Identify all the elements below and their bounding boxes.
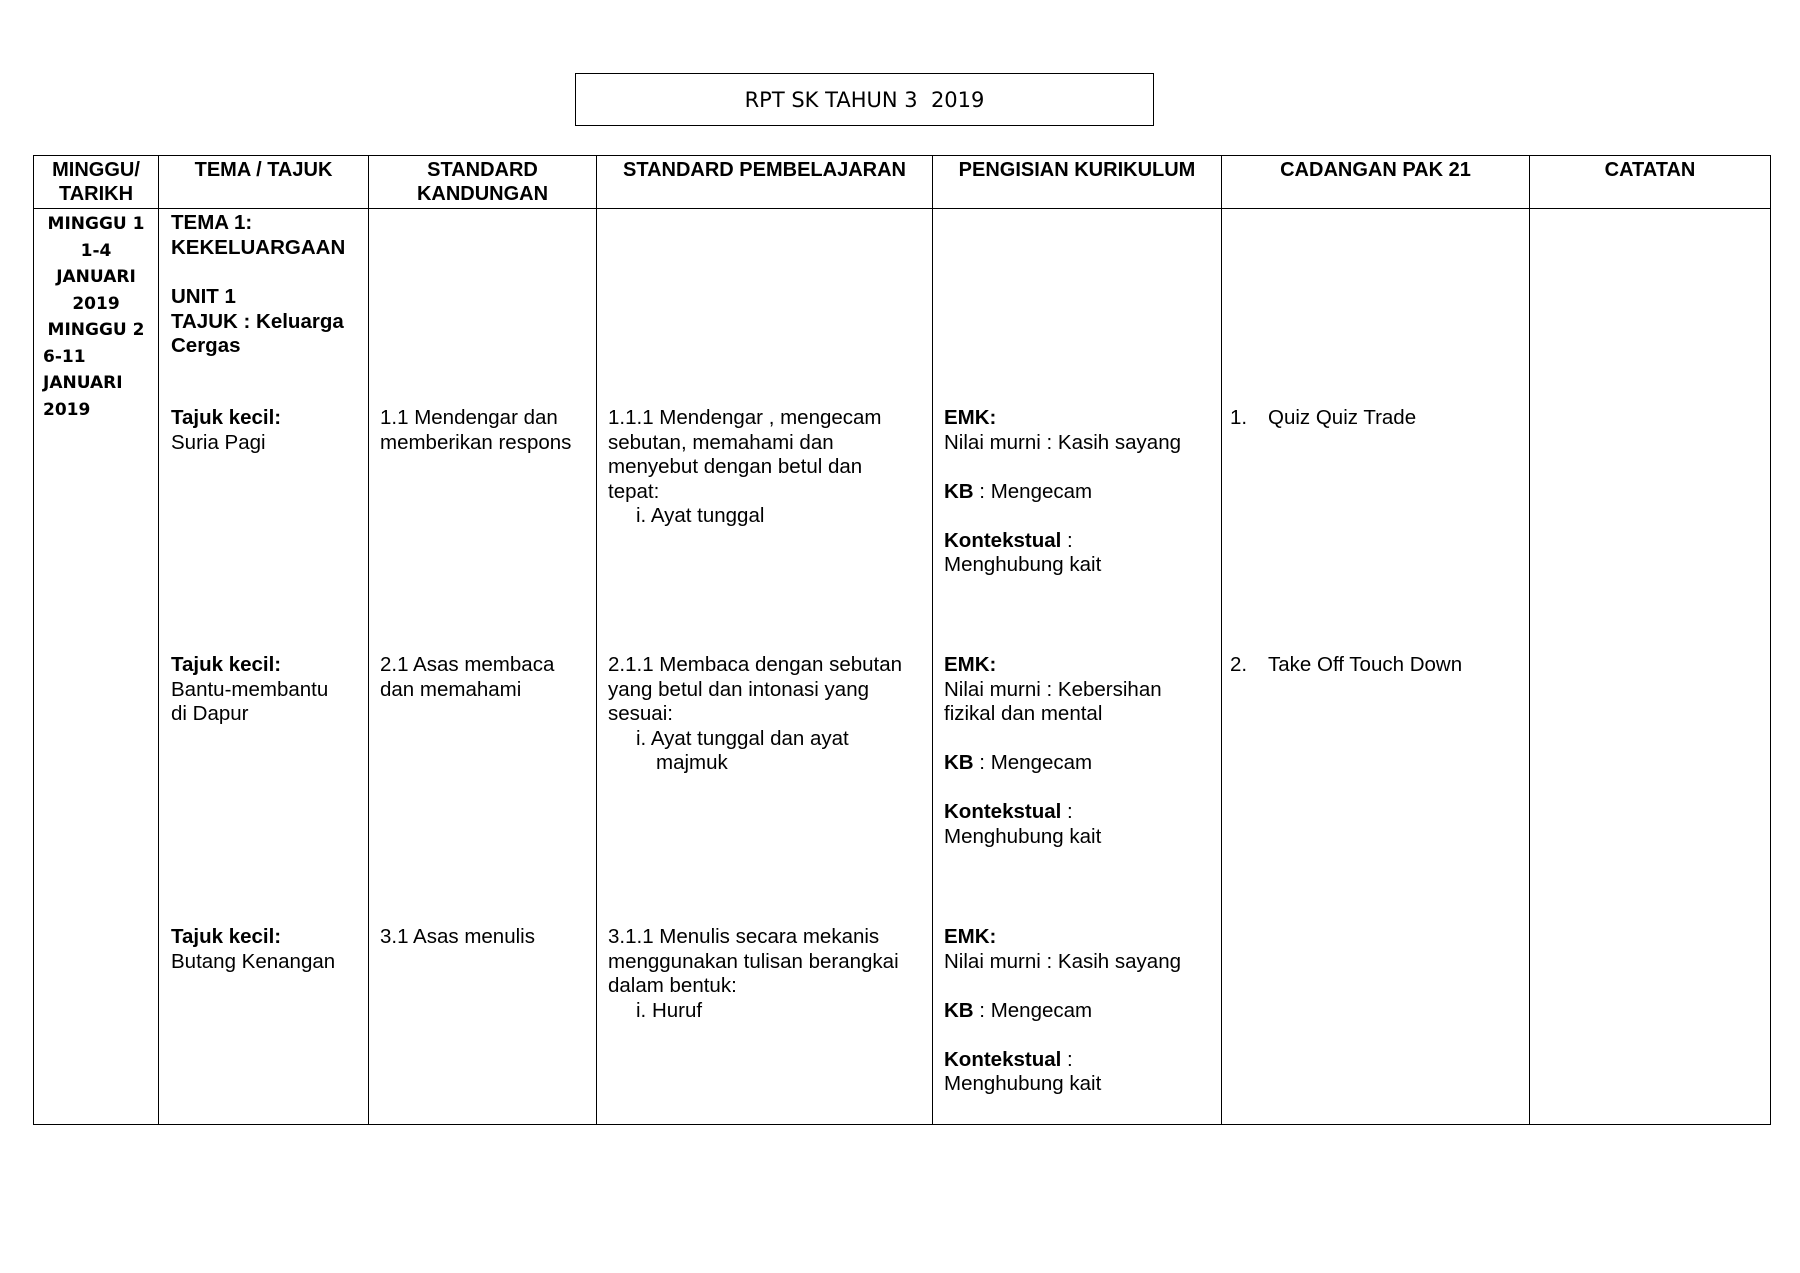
tajuk-kecil-text: Bantu-membantu <box>171 677 329 701</box>
emk-label: EMK: <box>944 653 997 676</box>
table-header-row <box>34 156 1771 209</box>
cell-minggu-tarikh <box>34 209 159 1125</box>
tajuk-kecil-2 <box>171 653 328 727</box>
week-2-label: MINGGU 2 <box>47 320 145 340</box>
pembelajaran-line: sesuai: <box>608 702 673 725</box>
pak21-item-1 <box>1230 406 1416 431</box>
tema-heading <box>171 211 345 260</box>
unit-heading <box>171 285 344 359</box>
nilai-murni: Nilai murni : Kasih sayang <box>944 430 1181 454</box>
emk-label: EMK: <box>944 406 997 429</box>
rpt-table <box>33 155 1771 1125</box>
pak21-number: 1. <box>1230 406 1248 429</box>
kb-label: KB <box>944 998 974 1022</box>
kontekstual-value: Menghubung kait <box>944 824 1102 848</box>
header-standard-pembelajaran: STANDARD PEMBELAJARAN <box>597 156 933 209</box>
table-row <box>34 209 1771 1125</box>
kb-value: : Mengecam <box>973 479 1093 503</box>
tajuk-label-cont: Cergas <box>171 334 241 357</box>
tajuk-kecil-label: Tajuk kecil: <box>171 653 282 676</box>
tajuk-kecil-1 <box>171 406 281 455</box>
pengisian-3 <box>944 925 1181 1097</box>
pak21-text: Quiz Quiz Trade <box>1268 406 1417 429</box>
week-2-dates: 6-11 <box>43 346 86 367</box>
kontekstual-line <box>944 800 1162 825</box>
kandungan-line: 1.1 Mendengar dan <box>380 406 558 429</box>
tajuk-kecil-text: Butang Kenangan <box>171 949 336 973</box>
kandungan-line: 3.1 Asas menulis <box>380 925 535 948</box>
pak21-item-2 <box>1230 653 1462 678</box>
header-tarikh: TARIKH <box>58 183 134 205</box>
kandungan-line: 2.1 Asas membaca <box>380 653 555 676</box>
pembelajaran-subitem: i. Ayat tunggal <box>636 504 765 527</box>
kontekstual-colon: : <box>1061 528 1073 552</box>
kandungan-2 <box>380 653 554 702</box>
kontekstual-value: Menghubung kait <box>944 553 1102 576</box>
pembelajaran-line: dalam bentuk: <box>608 974 737 997</box>
tajuk-kecil-label: Tajuk kecil: <box>171 925 282 948</box>
header-tema-tajuk: TEMA / TAJUK <box>159 156 369 209</box>
cell-cadangan-pak21 <box>1222 209 1530 1125</box>
cell-tema-tajuk <box>159 209 369 1125</box>
tema-title: TEMA 1: <box>171 211 253 234</box>
tajuk-kecil-label: Tajuk kecil: <box>171 406 282 429</box>
pak21-text: Take Off Touch Down <box>1268 653 1463 676</box>
cell-standard-pembelajaran <box>597 209 933 1125</box>
header-standard-kandungan <box>369 156 597 209</box>
kb-value: : Mengecam <box>973 998 1093 1022</box>
week-1-label: MINGGU 1 <box>47 214 145 234</box>
kb-value: : Mengecam <box>973 751 1093 774</box>
header-standard: STANDARD <box>427 159 538 181</box>
cell-pengisian-kurikulum <box>933 209 1222 1125</box>
pengisian-1 <box>944 406 1181 578</box>
nilai-murni: Nilai murni : Kebersihan <box>944 677 1162 701</box>
subitem-line: majmuk <box>656 751 728 774</box>
kb-label: KB <box>944 479 974 503</box>
week-2-year: 2019 <box>43 399 91 420</box>
kb-line <box>944 999 1181 1024</box>
pembelajaran-line: 2.1.1 Membaca dengan sebutan <box>608 653 903 676</box>
subitem-line: i. Ayat tunggal dan ayat <box>636 726 849 750</box>
kontekstual-line <box>944 529 1181 554</box>
cell-catatan <box>1530 209 1771 1125</box>
kb-line <box>944 480 1181 505</box>
week-2-month: JANUARI <box>43 373 123 393</box>
nilai-murni: Nilai murni : Kasih sayang <box>944 949 1181 973</box>
kandungan-3 <box>380 925 535 950</box>
week-1-month: JANUARI <box>56 267 136 287</box>
header-pengisian-kurikulum: PENGISIAN KURIKULUM <box>933 156 1222 209</box>
tajuk-kecil-3 <box>171 925 335 974</box>
kontekstual-label: Kontekstual <box>944 1047 1062 1071</box>
week-1-year: 2019 <box>72 293 120 314</box>
unit-label: UNIT 1 <box>171 285 236 308</box>
pembelajaran-subitem <box>608 727 902 776</box>
header-minggu-tarikh <box>34 156 159 209</box>
pembelajaran-line: 1.1.1 Mendengar , mengecam <box>608 406 882 429</box>
pembelajaran-1 <box>608 406 882 529</box>
pembelajaran-line: yang betul dan intonasi yang <box>608 677 870 701</box>
kandungan-line: memberikan respons <box>380 430 572 454</box>
pembelajaran-line: tepat: <box>608 479 660 503</box>
nilai-murni-cont: fizikal dan mental <box>944 702 1103 725</box>
tema-name: KEKELUARGAAN <box>171 235 346 259</box>
header-kandungan: KANDUNGAN <box>416 183 549 205</box>
document-title: RPT SK TAHUN 3 2019 <box>575 73 1154 126</box>
pembelajaran-3 <box>608 925 899 1023</box>
pembelajaran-line: 3.1.1 Menulis secara mekanis <box>608 925 880 948</box>
header-cadangan-pak21: CADANGAN PAK 21 <box>1222 156 1530 209</box>
kontekstual-value: Menghubung kait <box>944 1072 1102 1095</box>
pembelajaran-line: sebutan, memahami dan <box>608 430 834 454</box>
kontekstual-label: Kontekstual <box>944 800 1062 823</box>
kandungan-1 <box>380 406 571 455</box>
kontekstual-colon: : <box>1061 1047 1073 1071</box>
tajuk-kecil-text: Suria Pagi <box>171 430 266 454</box>
tajuk-kecil-text: di Dapur <box>171 702 249 725</box>
pembelajaran-2 <box>608 653 902 776</box>
kb-label: KB <box>944 751 974 774</box>
pengisian-2 <box>944 653 1162 849</box>
emk-label: EMK: <box>944 925 997 948</box>
kb-line <box>944 751 1162 776</box>
header-catatan: CATATAN <box>1530 156 1771 209</box>
pembelajaran-line: menggunakan tulisan berangkai <box>608 949 899 973</box>
pak21-number: 2. <box>1230 653 1248 676</box>
pembelajaran-line: menyebut dengan betul dan <box>608 455 863 478</box>
kontekstual-label: Kontekstual <box>944 528 1062 552</box>
pembelajaran-subitem: i. Huruf <box>636 998 703 1022</box>
kandungan-line: dan memahami <box>380 677 522 701</box>
kontekstual-line <box>944 1048 1181 1073</box>
cell-standard-kandungan <box>369 209 597 1125</box>
header-minggu: MINGGU/ <box>52 159 140 181</box>
kontekstual-colon: : <box>1061 800 1073 823</box>
week-1-dates: 1-4 <box>80 240 112 261</box>
tajuk-label: TAJUK : Keluarga <box>171 309 344 333</box>
